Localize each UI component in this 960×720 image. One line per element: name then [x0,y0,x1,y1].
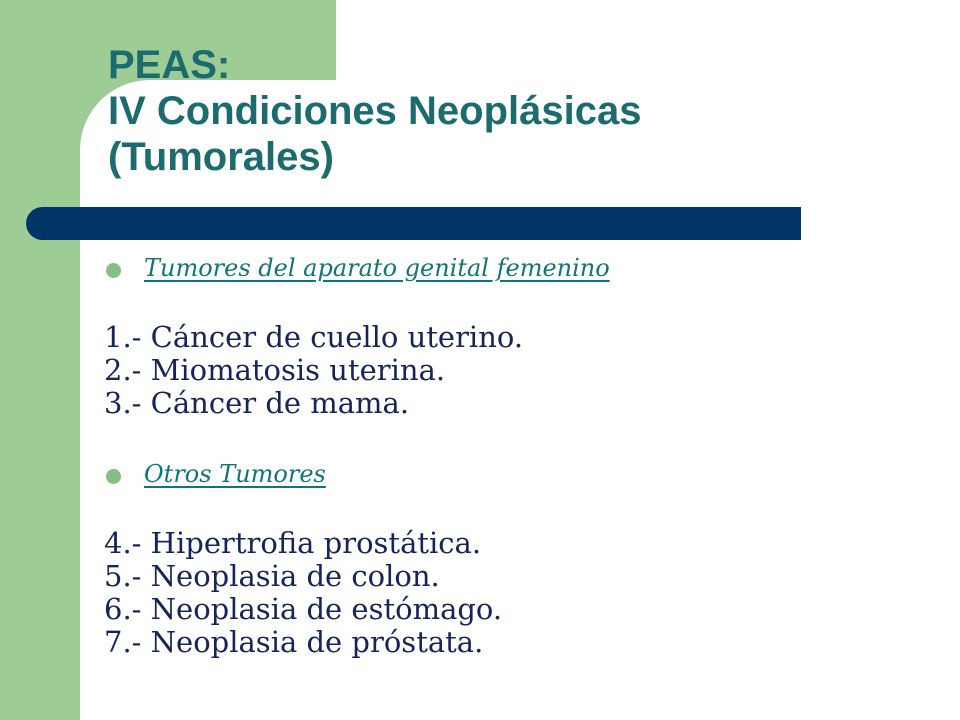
slide-body [104,249,904,659]
list-item: 3.- Cáncer de mama. [104,386,410,420]
item-list-genital-tumors [104,321,904,420]
list-item: 4.- Hipertrofia prostática. [104,526,482,560]
title-divider-bar [26,207,801,240]
bullet-dot [106,469,121,484]
section-heading-row [104,249,904,291]
title-line-3: (Tumorales) [108,135,334,179]
slide-title [108,42,642,180]
list-item: 2.- Miomatosis uterina. [104,353,446,387]
section-link-other-tumors[interactable]: Otros Tumores [144,460,326,488]
bullet-dot [106,263,121,278]
list-item: 7.- Neoplasia de próstata. [104,625,484,659]
list-item: 5.- Neoplasia de colon. [104,559,440,593]
list-item: 1.- Cáncer de cuello uterino. [104,320,524,354]
item-list-other-tumors [104,527,904,659]
list-item: 6.- Neoplasia de estómago. [104,592,503,626]
section-heading-row [104,455,904,497]
title-line-1: PEAS: [108,43,231,87]
section-link-genital-tumors[interactable]: Tumores del aparato genital femenino [144,254,610,282]
title-line-2: IV Condiciones Neoplásicas [108,89,642,133]
